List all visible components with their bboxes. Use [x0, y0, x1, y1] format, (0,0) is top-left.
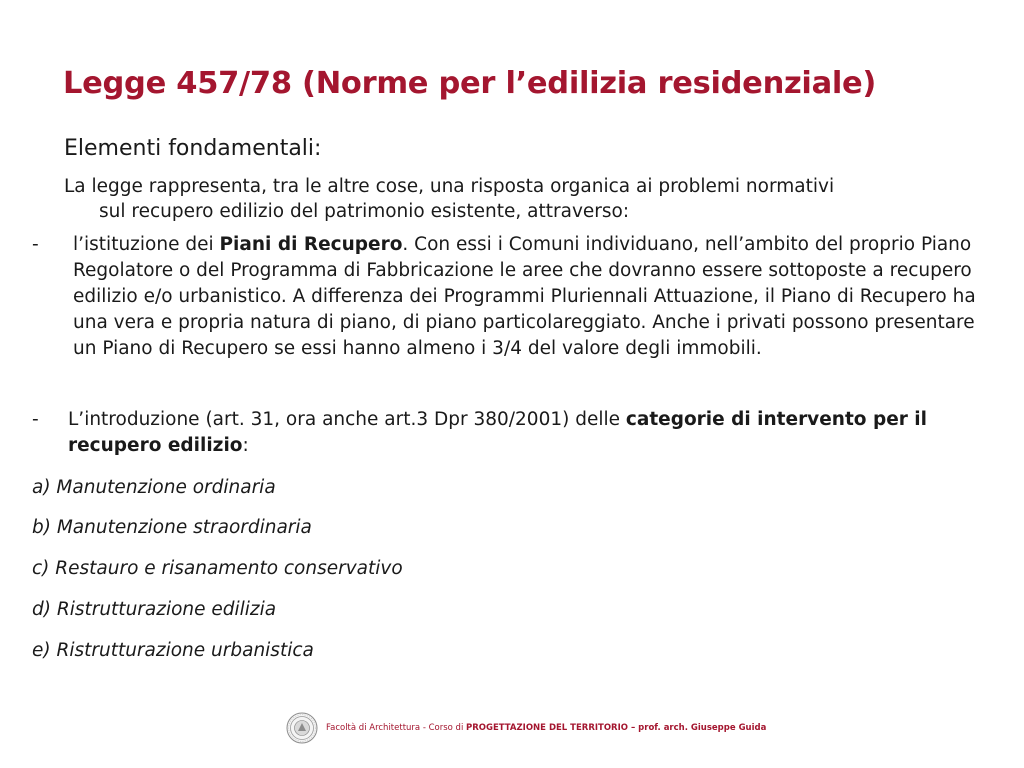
bullet-text-bold: categorie di intervento per il recupero edilizio	[68, 409, 927, 456]
footer-course: PROGETTAZIONE DEL TERRITORIO – prof. arch. Giuseppe Guida	[466, 723, 767, 733]
intro-line-2: sul recupero edilizio del patrimonio esistente, attraverso:	[99, 201, 630, 222]
bullet-dash: -	[32, 409, 39, 430]
bullet-text	[68, 407, 1002, 459]
bullet-text-post: . Con essi i Comuni individuano, nell’ambito del proprio Piano Regolatore o del Programma di Fabbricazione le aree che dovranno essere sottoposte a recupero edilizio e/o urbanistico. A differenza dei Programmi Pluriennali Attuazione, il Piano di Recupero ha una vera e propria natura di piano, di piano particolareggiato. Anche i privati possono presentare un Piano di Recupero se essi hanno almeno i 3/4 del valore degli immobili.	[73, 234, 976, 359]
slide-subtitle: Elementi fondamentali:	[64, 136, 322, 161]
bullet-piani-di-recupero	[32, 232, 1002, 362]
footer-text	[326, 723, 766, 733]
bullet-categorie-intervento	[32, 407, 1002, 459]
category-item-c: c) Restauro e risanamento conservativo	[32, 558, 403, 579]
bullet-text-post: :	[242, 435, 249, 456]
category-item-b: b) Manutenzione straordinaria	[32, 517, 312, 538]
category-item-d: d) Ristrutturazione edilizia	[32, 599, 277, 620]
slide-title: Legge 457/78 (Norme per l’edilizia residenziale)	[63, 66, 877, 101]
footer-prefix: Facoltà di Architettura - Corso di	[326, 723, 467, 733]
bullet-text	[73, 232, 1002, 362]
bullet-text-pre: L’introduzione (art. 31, ora anche art.3 Dpr 380/2001) delle	[68, 409, 626, 430]
bullet-dash: -	[32, 234, 39, 255]
category-item-e: e) Ristrutturazione urbanistica	[32, 640, 314, 661]
university-seal-icon	[286, 712, 318, 744]
bullet-text-bold: Piani di Recupero	[219, 234, 403, 255]
bullet-text-pre: l’istituzione dei	[73, 234, 220, 255]
category-item-a: a) Manutenzione ordinaria	[32, 477, 276, 498]
intro-line-1: La legge rappresenta, tra le altre cose, una risposta organica ai problemi normativi	[64, 176, 835, 197]
footer	[286, 712, 766, 744]
intro-paragraph	[64, 174, 994, 224]
